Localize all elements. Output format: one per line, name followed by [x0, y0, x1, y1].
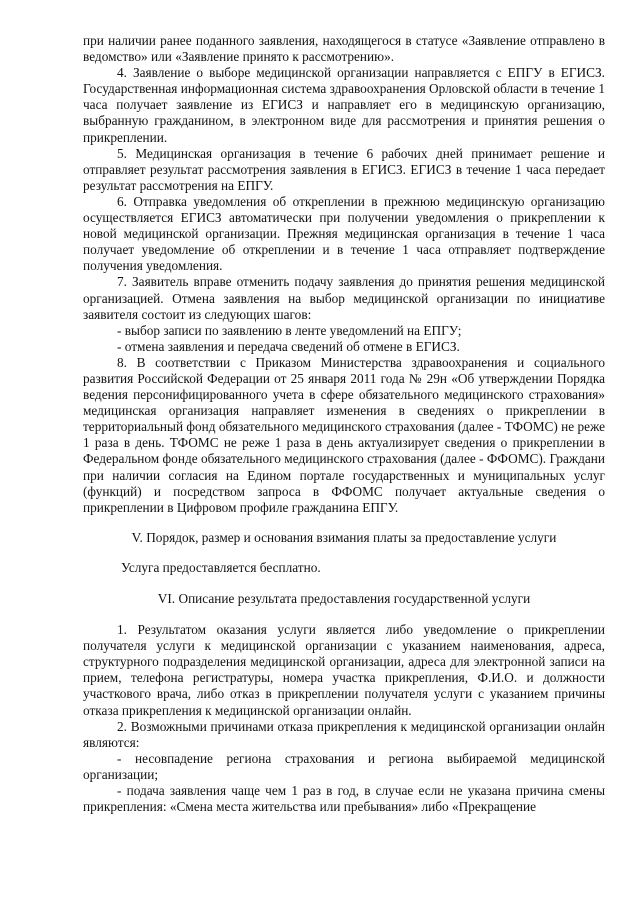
item-6-paragraph: 6. Отправка уведомления об откреплении в прежнюю медицинскую организацию осуществляется ЕГИСЗ автоматически при получении уведомления о прикреплении к новой медицинской организации. Прежняя медицинская организация в течение 1 часа получает уведомление об откреплении и в течение 1 часа отправляет подтверждение получения уведомления. [83, 193, 605, 274]
section-6-item-2-paragraph: 2. Возможными причинами отказа прикрепления к медицинской организации онлайн являются: [83, 718, 605, 750]
item-4-paragraph: 4. Заявление о выборе медицинской организации направляется с ЕПГУ в ЕГИСЗ. Государственная информационная система здравоохранения Орловской области в течение 1 часа получает заявление из ЕГИСЗ и направляет его в медицинскую организацию, выбранную гражданином, в электронном виде для рассмотрения и принятия решения о прикреплении. [83, 65, 605, 145]
reason-1-paragraph: - несовпадение региона страхования и региона выбираемой медицинской организации; [83, 750, 605, 782]
step-2-paragraph: - отмена заявления и передача сведений об отмене в ЕГИСЗ. [117, 338, 460, 354]
item-8-paragraph: 8. В соответствии с Приказом Министерства здравоохранения и социального развития Российской Федерации от 25 января 2011 года № 29н «Об утверждении Порядка ведения персонифицированного учета в сфере обязательного медицинского страхования» медицинская организация направляет изменения в сведениях о прикреплении в территориальный фонд обязательного медицинского страхования (далее - ТФОМС) не реже 1 раза в день. ТФОМС не реже 1 раза в день актуализирует сведения о прикреплении в Федеральном фонде обязательного медицинского страхования (далее - ФФОМС). Граждани при наличии согласия на Едином портале государственных и муниципальных услуг (функций) и посредством запроса в ФФОМС получает актуальные сведения о прикреплении в Цифровом профиле гражданина ЕПГУ. [83, 354, 605, 515]
continuation-paragraph: при наличии ранее поданного заявления, находящегося в статусе «Заявление отправлено в ведомство» или «Заявление принято к рассмотрению». [83, 33, 605, 65]
section-5-text: Услуга предоставляется бесплатно. [121, 559, 321, 575]
section-6-heading: VI. Описание результата предоставления государственной услуги [157, 591, 531, 606]
reason-2-paragraph: - подача заявления чаще чем 1 раз в год, в случае если не указана причина смены прикрепления: «Смена места жительства или пребывания» либо «Прекращение [83, 783, 605, 815]
section-6-item-1-paragraph: 1. Результатом оказания услуги является либо уведомление о прикреплении получателя услуги к медицинской организации с указанием наименования, адреса, структурного подразделения медицинской организации, адреса для электронной записи на прием, телефона регистратуры, номера участка прикрепления, Ф.И.О. и должности участкового врача, либо отказ в прикреплении получателя услуги с указанием причины отказа прикрепления к медицинской организации онлайн. [83, 622, 605, 718]
item-5-paragraph: 5. Медицинская организация в течение 6 рабочих дней принимает решение и отправляет результат рассмотрения заявления в ЕГИСЗ. ЕГИСЗ в течение 1 часа передает результат рассмотрения на ЕПГУ. [83, 145, 605, 193]
step-1-paragraph: - выбор записи по заявлению в ленте уведомлений на ЕПГУ; [117, 322, 462, 338]
item-7-paragraph: 7. Заявитель вправе отменить подачу заявления до принятия решения медицинской организацией. Отмена заявления на выбор медицинской организации по инициативе заявителя состоит из следующих шагов: [83, 274, 605, 322]
section-5-heading: V. Порядок, размер и основания взимания платы за предоставление услуги [131, 529, 557, 545]
document-page [83, 33, 605, 815]
